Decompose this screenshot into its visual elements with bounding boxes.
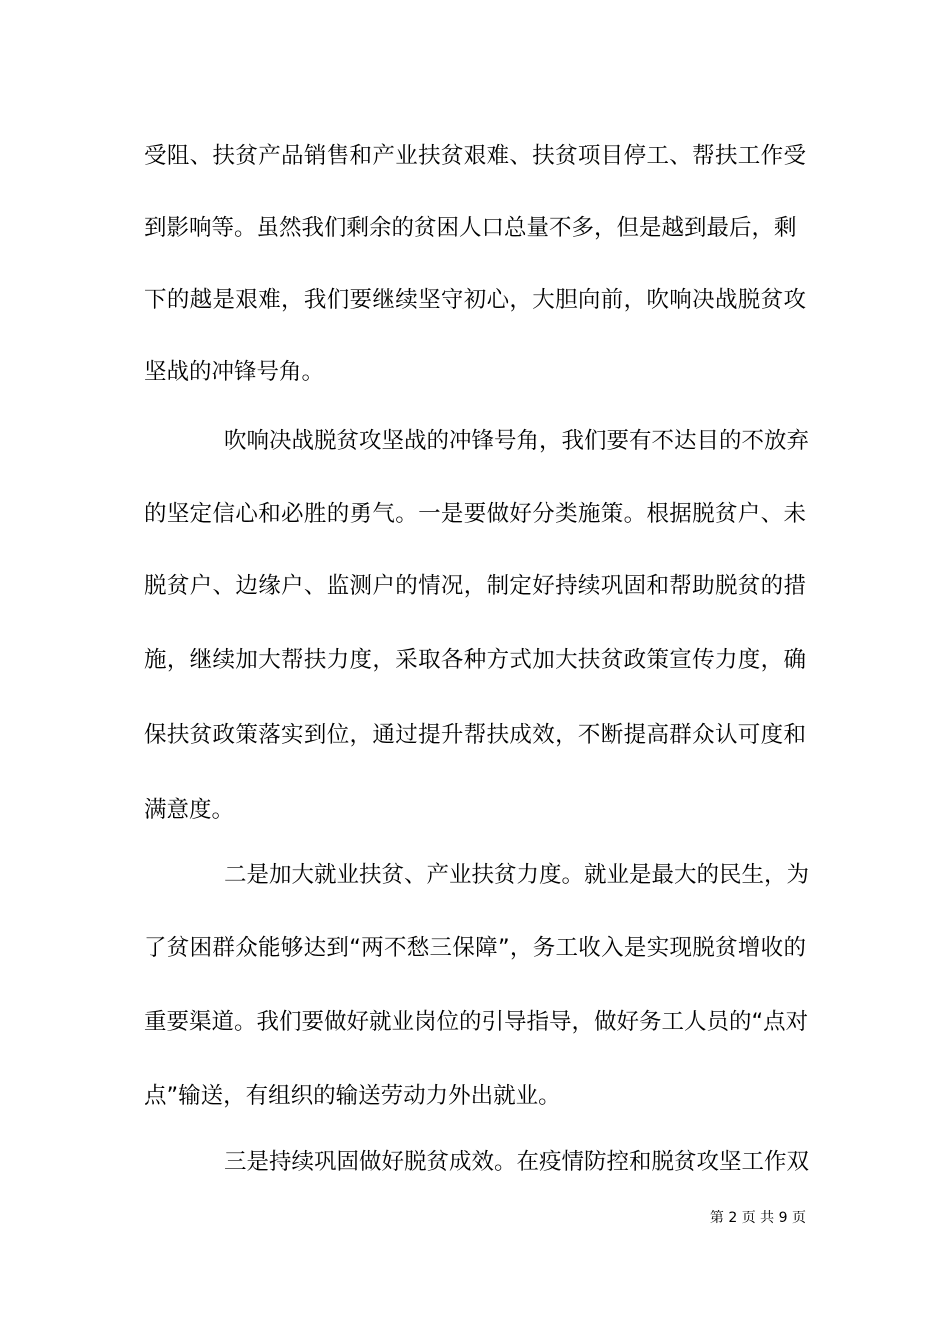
text-line: 受阻、扶贫产品销售和产业扶贫艰难、扶贫项目停工、帮扶工作受 [144,143,806,169]
text-line: 脱贫户、边缘户、监测户的情况，制定好持续巩固和帮助脱贫的措 [144,573,806,599]
text-line: 下的越是艰难，我们要继续坚守初心，大胆向前，吹响决战脱贫攻 [144,287,806,313]
page-number: 第 2 页 共 9 页 [709,1210,806,1226]
paragraph-first-line: 吹响决战脱贫攻坚战的冲锋号角，我们要有不达目的不放弃 [224,428,810,454]
text-line: 施，继续加大帮扶力度，采取各种方式加大扶贫政策宣传力度，确 [144,647,806,673]
paragraph-first-line: 三是持续巩固做好脱贫成效。在疫情防控和脱贫攻坚工作双 [224,1149,810,1175]
text-line: 坚战的冲锋号角。 [144,359,325,385]
text-line: 到影响等。虽然我们剩余的贫困人口总量不多，但是越到最后，剩 [144,215,797,241]
text-line: 的坚定信心和必胜的勇气。一是要做好分类施策。根据脱贫户、未 [144,501,806,527]
text-line: 保扶贫政策落实到位，通过提升帮扶成效，不断提高群众认可度和 [144,722,806,748]
text-line: 满意度。 [144,797,235,823]
text-line: 重要渠道。我们要做好就业岗位的引导指导，做好务工人员的“点对 [144,1009,809,1035]
paragraph-first-line: 二是加大就业扶贫、产业扶贫力度。就业是最大的民生，为 [224,862,810,888]
text-line: 点”输送，有组织的输送劳动力外出就业。 [144,1083,561,1109]
text-line: 了贫困群众能够达到“两不愁三保障”，务工收入是实现脱贫增收的 [144,935,806,961]
